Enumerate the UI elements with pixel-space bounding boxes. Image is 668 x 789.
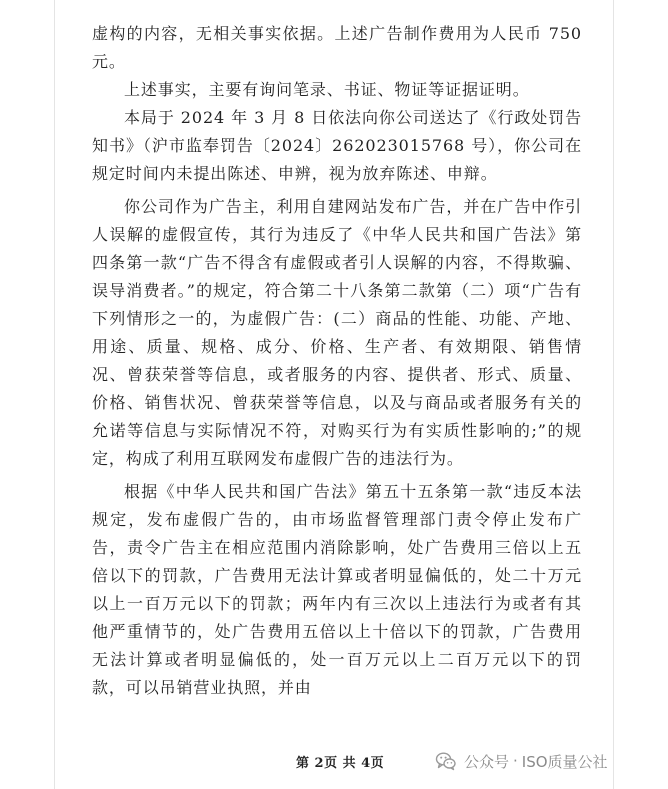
paragraph-legal-basis: 根据《中华人民共和国广告法》第五十五条第一款“违反本法规定，发布虚假广告的，由市场监督管理部门责令停止发布广告，责令广告主在相应范围内消除影响，处广告费用三倍以上五倍以下的罚款，广告费用无法计算或者明显偏低的，处二十万元以上一百万元以下的罚款；两年内有三次以上违法行为或者有其他严重情节的，处广告费用五倍以上十倍以下的罚款，广告费用无法计算或者明显偏低的，处一百万元以上二百万元以下的罚款，可以吊销营业执照，并由 (92, 482, 582, 697)
wechat-icon (434, 749, 458, 773)
wechat-watermark (434, 748, 608, 774)
document-body (92, 20, 582, 702)
right-page-edge (613, 0, 614, 789)
watermark-separator: · (513, 752, 518, 770)
paragraph-evidence: 上述事实，主要有询问笔录、书证、物证等证据证明。 (124, 80, 530, 99)
page-number: 第 2页 共 4页 (296, 756, 385, 771)
paragraph-continuation: 虚构的内容，无相关事实依据。上述广告制作费用为人民币 750 元。 (92, 24, 582, 71)
paragraph-violation: 你公司作为广告主，利用自建网站发布广告，并在广告中作引人误解的虚假宣传，其行为违反了《中华人民共和国广告法》第四条第一款“广告不得含有虚假或者引人误解的内容，不得欺骗、误导消费者。”的规定，符合第二十八条第二款第（二）项“广告有下列情形之一的，为虚假广告：(二）商品的性能、功能、产地、用途、质量、规格、成分、价格、生产者、有效期限、销售情况、曾获荣誉等信息，或者服务的内容、提供者、形式、质量、价格、销售状况、曾获荣誉等信息，以及与商品或者服务有关的允诺等信息与实际情况不符，对购买行为有实质性影响的;”的规定，构成了利用互联网发布虚假广告的违法行为。 (92, 197, 582, 468)
watermark-label: 公众号 (464, 752, 510, 771)
paragraph-notice: 本局于 2024 年 3 月 8 日依法向你公司送达了《行政处罚告知书》（沪市监奉罚告〔2024〕262023015768 号），你公司在规定时间内未提出陈述、申辨，视为放弃陈述、申辩。 (92, 108, 582, 183)
watermark-account: ISO质量公社 (521, 752, 608, 771)
left-page-edge (54, 0, 55, 789)
